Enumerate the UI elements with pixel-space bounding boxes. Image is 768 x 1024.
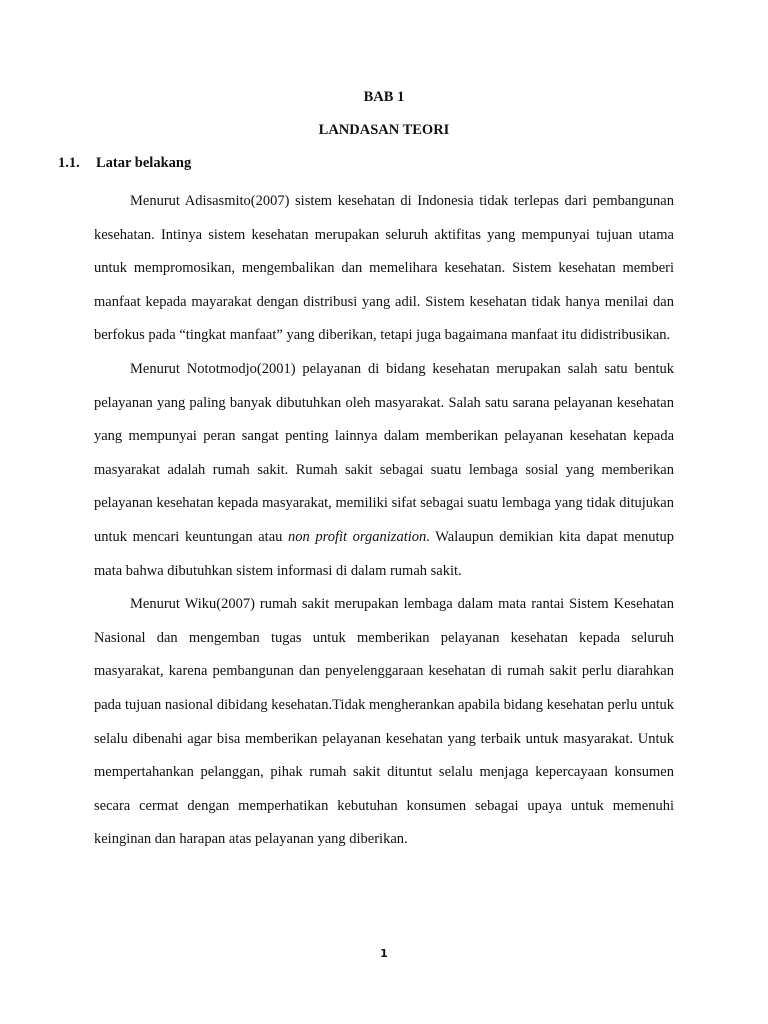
chapter-title: LANDASAN TEORI — [318, 122, 450, 138]
paragraph-2 — [94, 353, 674, 588]
paragraph-3: Menurut Wiku(2007) rumah sakit merupakan lembaga dalam mata rantai Sistem Kesehatan Nasional dan mengemban tugas untuk memberikan pelayanan kesehatan kepada seluruh masyarakat, karena pembangunan dan penyelenggaraan kesehatan di rumah sakit perlu diarahkan pada tujuan nasional dibidang kesehatan.Tidak mengherankan apabila bidang kesehatan perlu untuk selalu dibenahi agar bisa memberikan pelayanan kesehatan yang terbaik untuk masyarakat. Untuk mempertahankan pelanggan, pihak rumah sakit dituntut selalu menjaga kepercayaan konsumen secara cermat dengan memperhatikan kebutuhan konsumen sebagai upaya untuk memenuhi keinginan dan harapan atas pelayanan yang diberikan. — [94, 596, 674, 848]
chapter-number: BAB 1 — [363, 89, 405, 105]
body-text — [94, 185, 674, 857]
section-title: Latar belakang — [96, 155, 192, 171]
paragraph-2-italic-term: non profit organization — [288, 528, 427, 545]
paragraph-2-text-after: . Walaupun demikian kita dapat menutup mata bahwa dibutuhkan sistem informasi di dalam rumah sakit. — [94, 528, 674, 579]
paragraph-1: Menurut Adisasmito(2007) sistem kesehatan di Indonesia tidak terlepas dari pembangunan kesehatan. Intinya sistem kesehatan merupakan seluruh aktifitas yang mempunyai tujuan utama untuk mempromosikan, mengembalikan dan memelihara kesehatan. Sistem kesehatan memberi manfaat kepada mayarakat dengan distribusi yang adil. Sistem kesehatan tidak hanya menilai dan berfokus pada “tingkat manfaat” yang diberikan, tetapi juga bagaimana manfaat itu didistribusikan. — [94, 193, 674, 344]
paragraph-2-text-before: Menurut Nototmodjo(2001) pelayanan di bidang kesehatan merupakan salah satu bentuk pelayanan yang paling banyak dibutuhkan oleh masyarakat. Salah satu sarana pelayanan kesehatan yang mempunyai peran sangat penting lainnya dalam memberikan pelayanan kesehatan kepada masyarakat adalah rumah sakit. Rumah sakit sebagai suatu lembaga sosial yang memberikan pelayanan kesehatan kepada masyarakat, memiliki sifat sebagai suatu lembaga yang tidak ditujukan untuk mencari keuntungan atau — [94, 360, 674, 545]
page-number: 1 — [380, 947, 388, 960]
section-heading — [58, 153, 191, 173]
section-number: 1.1. — [58, 155, 80, 171]
